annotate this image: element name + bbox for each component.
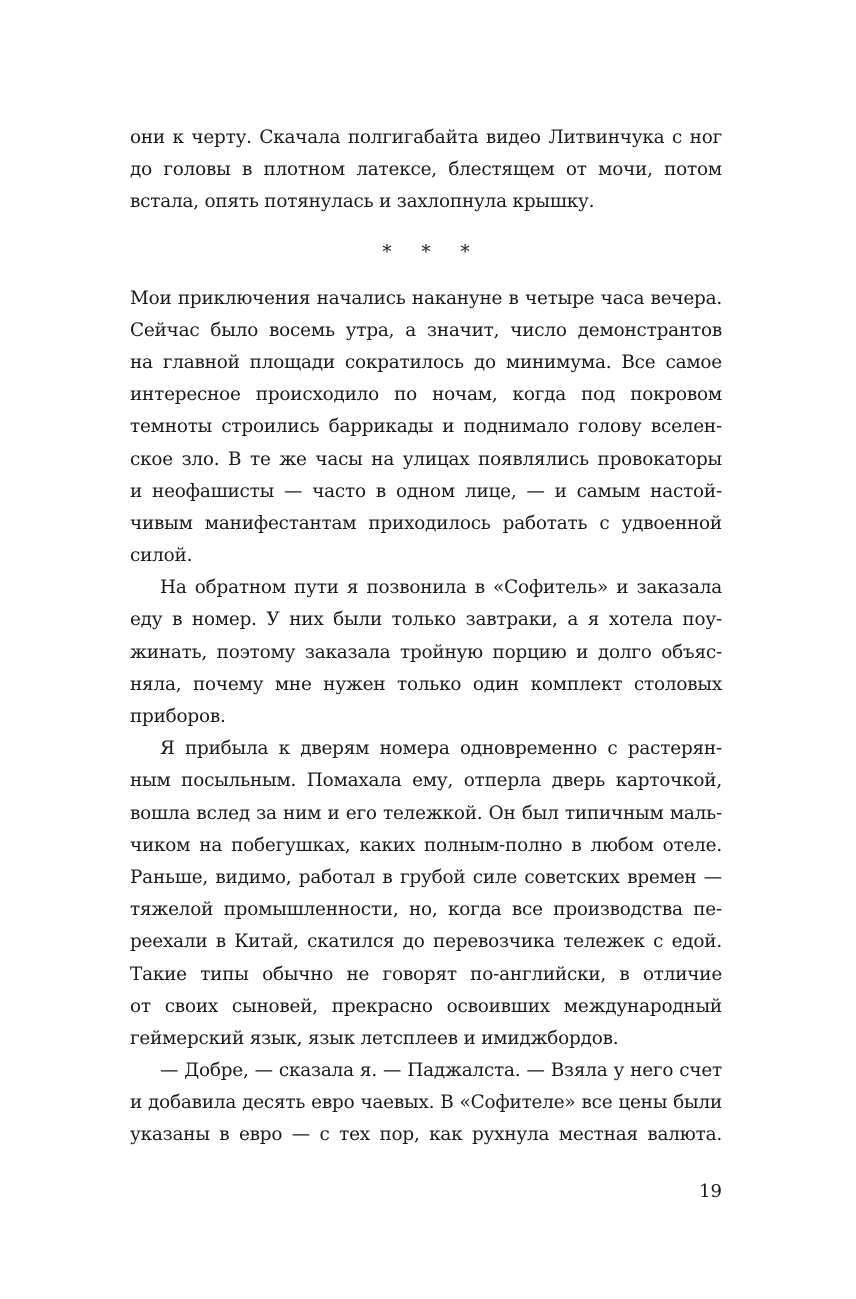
paragraph: [130, 1055, 722, 1152]
text-line: от своих сыновей, прекрасно освоивших международный: [130, 995, 722, 1017]
page-number: 19: [699, 1181, 722, 1202]
text-line: чивым манифестантам приходилось работать с удвоенной: [130, 512, 722, 534]
text-line: реехали в Китай, скатился до перевозчика тележек с едой.: [130, 931, 722, 953]
text-line: Сейчас было восемь утра, а значит, число демонстрантов: [130, 319, 722, 341]
text-line: ское зло. В те же часы на улицах появлялись провокаторы: [130, 448, 722, 470]
text-line: Такие типы обычно не говорят по-английски, в отличие: [130, 963, 722, 985]
text-line: ным посыльным. Помахала ему, отперла дверь карточкой,: [130, 770, 722, 792]
text-line: темноты строились баррикады и поднимало голову вселен-: [130, 416, 722, 438]
text-line: вошла вслед за ним и его тележкой. Он был типичным маль-: [130, 802, 722, 824]
text-line: и неофашисты — часто в одном лице, — и самым настой-: [130, 480, 722, 502]
paragraph: [130, 572, 722, 733]
text-line: силой.: [130, 545, 193, 567]
text-line: геймерский язык, язык летсплеев и имиджбордов.: [130, 1027, 619, 1049]
paragraph-continuation: [130, 122, 722, 219]
text-line: до головы в плотном латексе, блестящем от мочи, потом: [130, 159, 722, 181]
text-line: и добавила десять евро чаевых. В «Софителе» все цены были: [130, 1092, 722, 1114]
text-line: приборов.: [130, 706, 226, 727]
text-line: няла, почему мне нужен только один комплект столовых: [130, 673, 722, 695]
section-separator: * * *: [382, 241, 482, 263]
text-line: встала, опять потянулась и захлопнула крышку.: [130, 191, 595, 213]
text-line: тяжелой промышленности, но, когда все производства пе-: [130, 899, 722, 921]
text-line: жинать, поэтому заказала тройную порцию и долго объяс-: [130, 641, 722, 663]
text-line: На обратном пути я позвонила в «Софитель» и заказала: [160, 577, 722, 599]
text-line: еду в номер. У них были только завтраки, а я хотела поу-: [130, 609, 722, 631]
text-line: указаны в евро — с тех пор, как рухнула местная валюта.: [130, 1124, 722, 1146]
text-line: Раньше, видимо, работал в грубой силе советских времен —: [130, 866, 722, 888]
text-line: на главной площади сократилось до минимума. Все самое: [130, 351, 722, 373]
text-line: чиком на побегушках, каких полным-полно в любом отеле.: [130, 834, 722, 856]
text-line: они к черту. Скачала полгигабайта видео Литвинчука с ног: [130, 127, 722, 148]
text-line: Я прибыла к дверям номера одновременно с растерян-: [160, 738, 722, 760]
paragraph: [130, 283, 722, 573]
paragraph: [130, 733, 722, 1055]
text-line: интересное происходило по ночам, когда под покровом: [130, 384, 722, 406]
page-text: [130, 122, 722, 1152]
text-line: Мои приключения начались накануне в четыре часа вечера.: [130, 287, 722, 309]
text-line: — Добре, — сказала я. — Паджалста. — Взяла у него счет: [160, 1060, 722, 1082]
